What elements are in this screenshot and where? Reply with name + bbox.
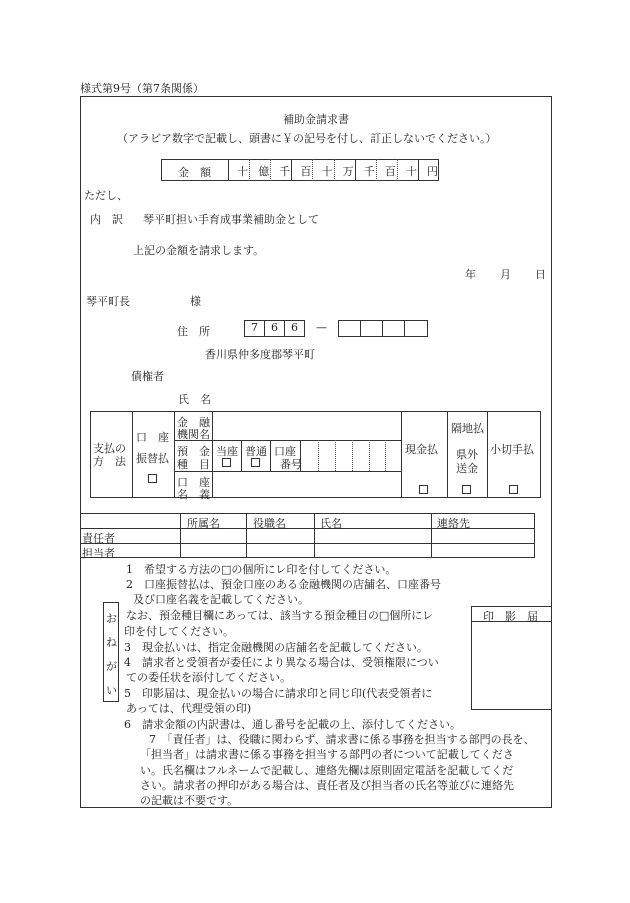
current-checkbox[interactable] — [222, 458, 231, 467]
addressee: 琴平町長 — [86, 295, 130, 308]
date-month: 月 — [500, 268, 511, 281]
deposit-label-2: 種 目 — [177, 458, 210, 471]
remote-checkbox[interactable] — [462, 485, 471, 494]
amount-separator — [270, 159, 271, 181]
col-name: 氏名 — [320, 517, 342, 530]
note-7b: 「担当者」は請求書に係る事務を担当する部門の者について記載してくださ — [140, 748, 514, 761]
sama-label: 様 — [190, 295, 201, 308]
check-checkbox[interactable] — [509, 485, 518, 494]
amount-unit-label: 円 — [427, 165, 438, 178]
amount-separator — [355, 159, 356, 181]
ordinary-checkbox[interactable] — [251, 458, 260, 467]
request-text: 上記の金額を請求します。 — [133, 244, 265, 257]
amount-unit-label: 百 — [384, 165, 396, 178]
onegai-char-3: が — [106, 660, 117, 673]
date-day: 日 — [535, 268, 546, 281]
amount-separator — [312, 159, 313, 181]
note-2c: なお、預金種目欄にあっては、該当する預金種目の□個所にレ — [126, 609, 434, 622]
naiyaku-text: 琴平町担い手育成事業補助金として — [143, 213, 319, 226]
amount-label: 金 額 — [178, 166, 211, 179]
seal-registration-label: 印 影 届 — [483, 610, 538, 623]
bank-label-1: 金 融 — [177, 416, 210, 429]
remote-label-2: 県外 — [456, 448, 478, 461]
note-5b: あっては、代理受領の印) — [126, 702, 252, 715]
note-1: 1 希望する方法の□の個所にレ印を付してください。 — [126, 563, 397, 576]
note-7a: 7 「責任者」は、役職に関わらず、請求書に係る事務を担当する部門の長を、 — [149, 733, 535, 746]
holder-label-2: 名 義 — [177, 488, 210, 501]
amount-unit-label: 万 — [342, 165, 354, 178]
deposit-label-1: 預 金 — [177, 445, 210, 458]
holder-label-1: 口 座 — [177, 476, 210, 489]
postal-digit-5[interactable] — [360, 320, 383, 337]
amount-unit-label: 千 — [279, 165, 291, 178]
note-7c: い。氏名欄はフルネームで記載し、連絡先欄は原則固定電話を記載してくだ — [140, 764, 514, 777]
form-number-label: 様式第9号（第7条関係） — [80, 82, 204, 95]
col-contact: 連絡先 — [437, 517, 470, 530]
address-label: 住 所 — [177, 325, 210, 338]
note-7d: さい。請求者の押印がある場合は、責任者及び担当者の氏名等並びに連絡先 — [140, 779, 514, 792]
postal-digit-3[interactable]: 6 — [284, 320, 305, 337]
note-2a: 2 口座振替払は、預金口座のある金融機関の店舗名、口座番号 — [126, 578, 441, 591]
remote-label-3: 送金 — [456, 462, 478, 475]
postal-digit-2[interactable]: 6 — [264, 320, 285, 337]
account-label-2: 振替払 — [136, 452, 169, 465]
col-position: 役職名 — [253, 517, 286, 530]
row-staff: 担当者 — [82, 547, 115, 560]
tadashi-label: ただし、 — [84, 189, 128, 202]
postal-digit-6[interactable] — [382, 320, 405, 337]
postal-dash: — — [316, 321, 327, 334]
cash-label: 現金払 — [405, 443, 438, 456]
row-responsible: 責任者 — [82, 532, 115, 545]
note-6: 6 請求金額の内訳書は、通し番号を記載の上、添付してください。 — [124, 718, 461, 731]
date-year: 年 — [465, 268, 476, 281]
amount-unit-label: 億 — [258, 165, 270, 178]
amount-separator — [418, 159, 419, 181]
method-label-1: 支払の — [93, 442, 126, 455]
postal-digit-7[interactable] — [404, 320, 428, 337]
account-number-label-2: 番号 — [280, 458, 302, 471]
postal-digit-1[interactable]: 7 — [244, 320, 265, 337]
amount-separator — [291, 159, 292, 181]
remote-label-1: 隔地払 — [451, 422, 484, 435]
onegai-char-1: お — [106, 612, 117, 625]
note-4b: ての委任状を添付してください。 — [126, 671, 291, 684]
check-label: 小切手払 — [490, 443, 534, 456]
amount-unit-label: 十 — [405, 165, 417, 178]
amount-unit-label: 十 — [237, 165, 249, 178]
note-3: 3 現金払いは、指定金融機関の店舗名を記載してください。 — [124, 641, 428, 654]
creditor-label: 債権者 — [131, 370, 164, 383]
onegai-char-2: ね — [106, 636, 117, 649]
name-label: 氏 名 — [178, 393, 211, 406]
page-title: 補助金請求書 — [283, 113, 349, 126]
method-label-2: 方 法 — [93, 455, 126, 468]
onegai-char-4: い — [106, 684, 117, 697]
amount-unit-label: 百 — [300, 165, 312, 178]
naiyaku-label: 内 訳 — [90, 213, 123, 226]
amount-unit-label: 十 — [321, 165, 333, 178]
ordinary-label: 普通 — [245, 445, 267, 458]
note-7e: の記載は不要です。 — [140, 794, 239, 807]
amount-unit-label: 千 — [363, 165, 375, 178]
note-2d: 印を付してください。 — [124, 625, 234, 638]
account-number-label-1: 口座 — [274, 445, 296, 458]
amount-separator — [249, 159, 250, 181]
address-text: 香川県仲多度郡琴平町 — [205, 348, 315, 361]
amount-separator — [397, 159, 398, 181]
note-5a: 5 印影届は、現金払いの場合に請求印と同じ印(代表受領者に — [124, 687, 433, 700]
account-label-1: 口 座 — [136, 431, 169, 444]
amount-separator — [376, 159, 377, 181]
instruction-text: （アラビア数字で記載し、頭書に￥の記号を付し、訂正しないでください。） — [117, 132, 497, 145]
postal-digit-4[interactable] — [338, 320, 361, 337]
note-4a: 4 請求者と受領者が委任により異なる場合は、受領権限につい — [124, 656, 439, 669]
current-label: 当座 — [216, 445, 238, 458]
account-transfer-checkbox[interactable] — [148, 474, 157, 483]
bank-label-2: 機関名 — [177, 428, 210, 441]
cash-checkbox[interactable] — [419, 485, 428, 494]
amount-separator — [334, 159, 335, 181]
note-2b: 及び口座名義を記載してください。 — [133, 593, 309, 606]
col-department: 所属名 — [187, 517, 220, 530]
